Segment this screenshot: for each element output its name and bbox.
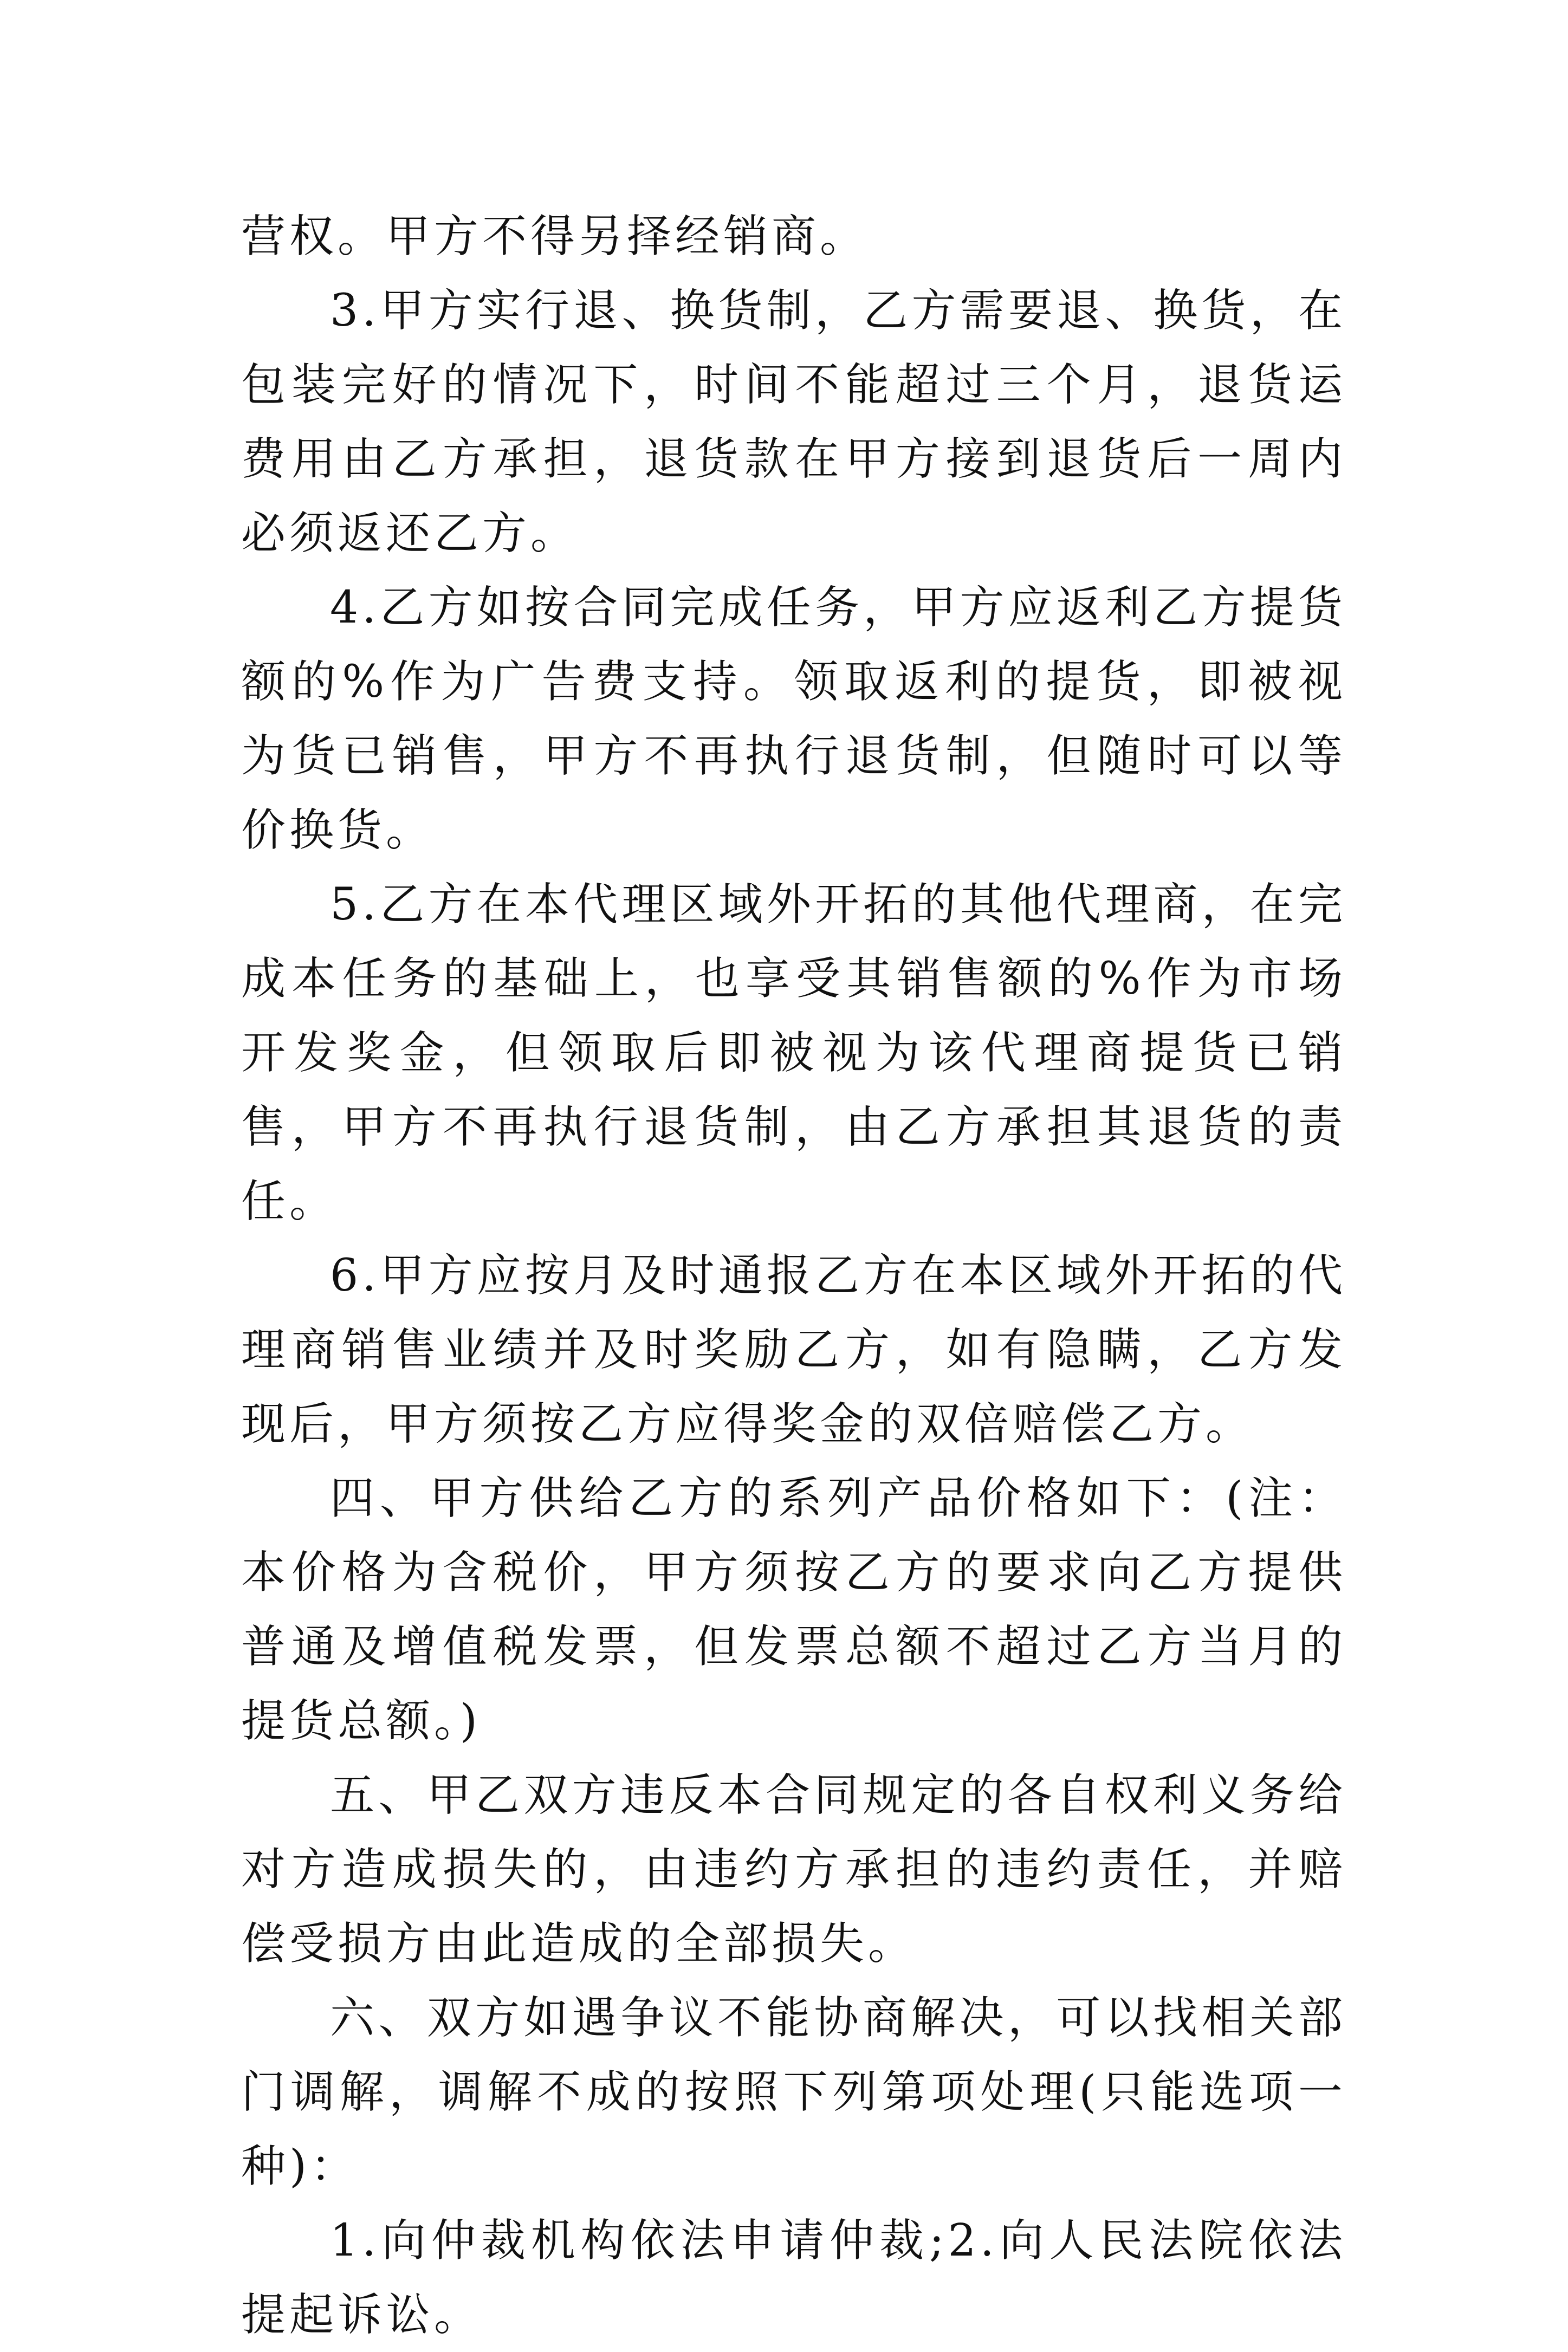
paragraph-clause-3: 3.甲方实行退、换货制，乙方需要退、换货，在包装完好的情况下，时间不能超过三个月，退货运费用由乙方承担，退货款在甲方接到退货后一周内必须返还乙方。 <box>241 285 1346 559</box>
paragraph-section-4: 四、甲方供给乙方的系列产品价格如下：(注：本价格为含税价，甲方须按乙方的要求向乙方提供普通及增值税发票，但发票总额不超过乙方当月的提货总额。) <box>241 1473 1346 1747</box>
paragraph-dispute-options: 1.向仲裁机构依法申请仲裁;2.向人民法院依法提起诉讼。 <box>241 2215 1346 2341</box>
paragraph-section-5: 五、甲乙双方违反本合同规定的各自权利义务给对方造成损失的，由违约方承担的违约责任，并赔偿受损方由此造成的全部损失。 <box>241 1770 1346 1969</box>
paragraph-clause-6: 6.甲方应按月及时通报乙方在本区域外开拓的代理商销售业绩并及时奖励乙方，如有隐瞒，乙方发现后，甲方须按乙方应得奖金的双倍赔偿乙方。 <box>241 1250 1346 1450</box>
paragraph-section-6: 六、双方如遇争议不能协商解决，可以找相关部门调解，调解不成的按照下列第项处理(只能选项一种)： <box>241 1992 1346 2192</box>
paragraph-clause-5: 5.乙方在本代理区域外开拓的其他代理商，在完成本任务的基础上，也享受其销售额的%作为市场开发奖金，但领取后即被视为该代理商提货已销售，甲方不再执行退货制，由乙方承担其退货的责任。 <box>241 879 1346 1227</box>
paragraph-clause-4: 4.乙方如按合同完成任务，甲方应返利乙方提货额的%作为广告费支持。领取返利的提货，即被视为货已销售，甲方不再执行退货制，但随时可以等价换货。 <box>241 582 1346 856</box>
document-body <box>241 199 1346 2352</box>
paragraph-continuation: 营权。甲方不得另择经销商。 <box>241 211 869 262</box>
